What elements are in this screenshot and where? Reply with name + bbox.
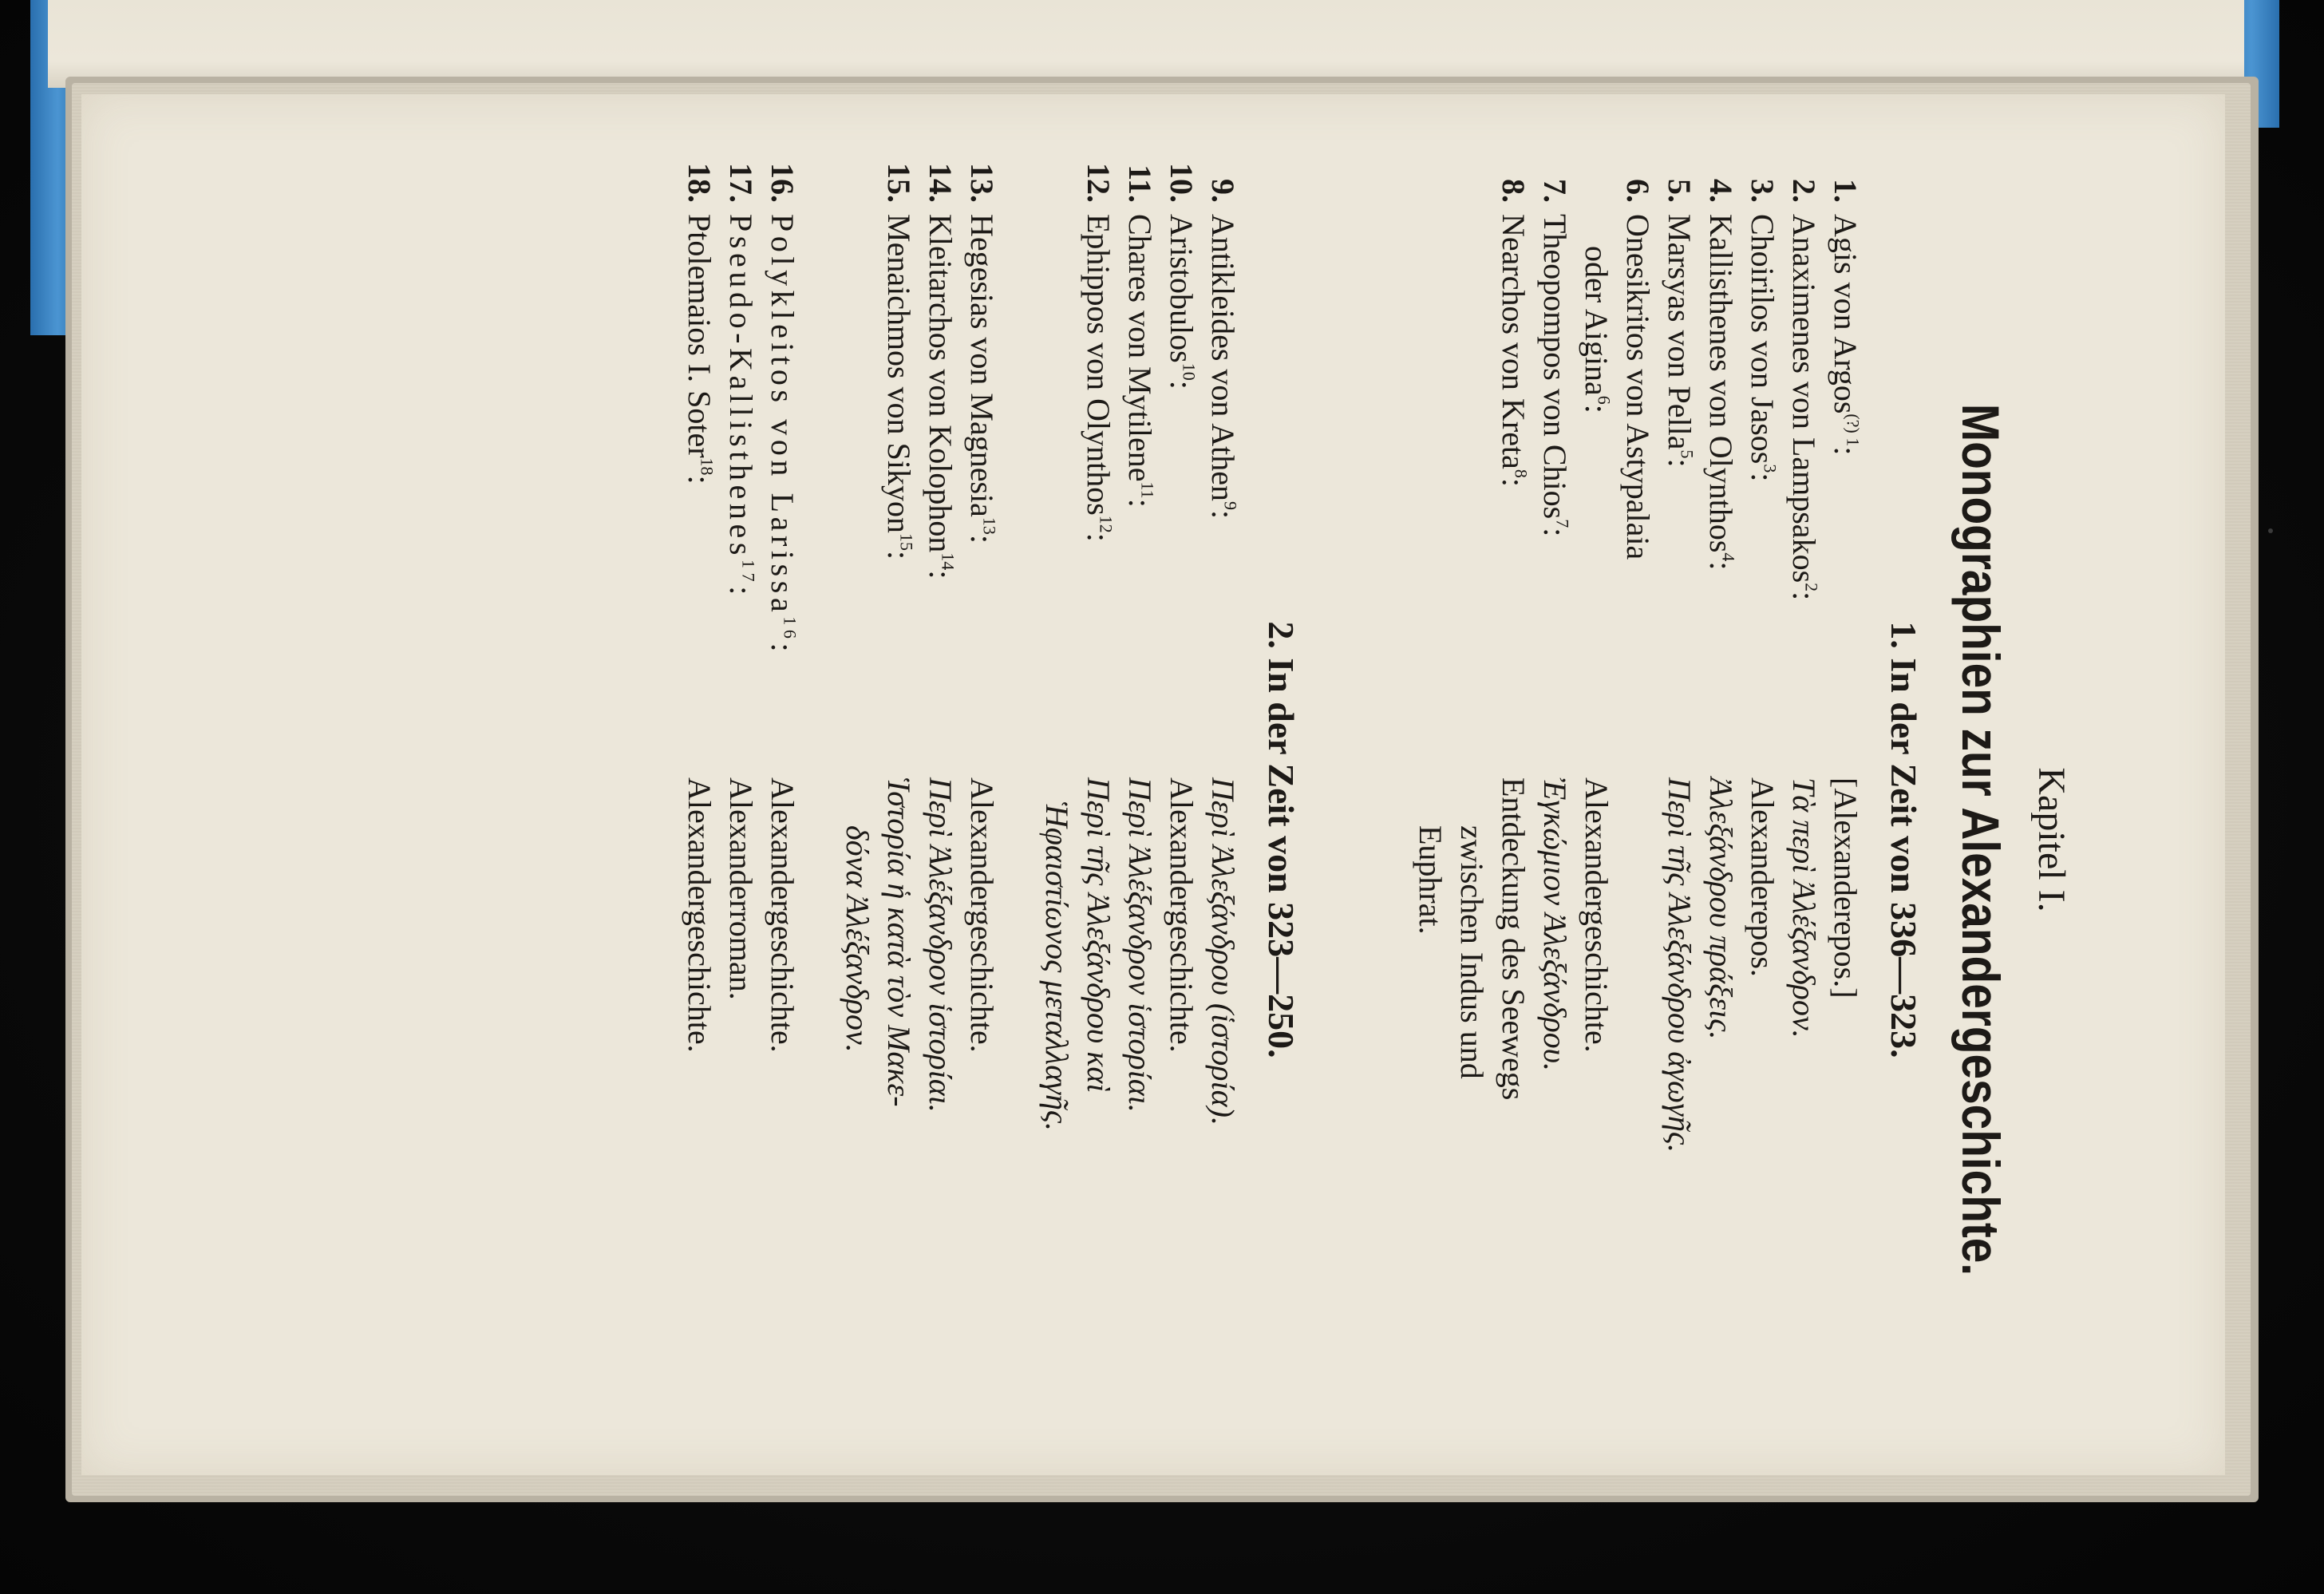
author-name: Kallisthenes von Olynthos$^4$:: [1703, 214, 1739, 571]
entry-number: 1.: [1828, 179, 1864, 203]
work-title: Ἱστορία ἡ κατὰ τὸν Μακε-: [881, 777, 917, 1107]
list-item: [836, 158, 919, 1521]
work-title: Alexandergeschichte.: [964, 777, 1000, 1053]
work-title: Alexandergeschichte.: [765, 777, 800, 1053]
footnote-marker: 17: [738, 560, 759, 587]
author-name: Ephippos von Olynthos$^{12}$:: [1081, 214, 1117, 542]
author-name: Nearchos von Kreta$^8$:: [1496, 214, 1532, 487]
section-2-list: [678, 158, 1243, 1521]
work-title: Περὶ Ἀλεξάνδρου (ἱστορία).: [1205, 777, 1241, 1125]
work-title: Περὶ τῆς Ἀλεξάνδρου καὶ: [1081, 777, 1117, 1093]
page-text: [337, 158, 2105, 1521]
work-title: Alexandergeschichte.: [682, 777, 717, 1053]
work-title: Περὶ Ἀλέξανδρον ἱστορίαι.: [923, 777, 958, 1113]
list-item: [1575, 158, 1658, 1521]
author-name: Polykleitos von Larissa$^{16}$:: [765, 214, 800, 657]
footnote-marker: 18: [697, 457, 717, 476]
work-title-continued: zwischen Indus und: [1454, 825, 1490, 1079]
entry-number: 15.: [881, 163, 917, 203]
list-item: [961, 158, 1002, 1521]
entry-number: 5.: [1662, 179, 1698, 203]
footnote-marker: 9: [1220, 500, 1241, 510]
work-title: Τὰ περὶ Ἀλέξανδρον.: [1786, 777, 1822, 1038]
page-title: Monographien zur Alexandergeschichte.: [1951, 403, 2010, 1276]
list-item: [1534, 158, 1575, 1521]
list-item: [1119, 158, 1160, 1521]
work-title: Alexandergeschichte.: [1164, 777, 1200, 1053]
dust-speck: [2268, 528, 2273, 533]
entry-number: 16.: [765, 163, 800, 203]
entry-number: 4.: [1703, 179, 1739, 203]
work-title-continued: δόνα Ἀλέξανδρον.: [840, 825, 875, 1053]
work-title: Alexanderroman.: [723, 777, 759, 1000]
entry-number: 2.: [1786, 179, 1822, 203]
footnote-marker: 10: [1179, 362, 1200, 381]
footnote-marker: 2: [1801, 583, 1822, 592]
footnote-marker: 3: [1760, 464, 1781, 473]
work-title: [Alexanderepos.]: [1828, 777, 1864, 999]
list-item: [1160, 158, 1202, 1521]
footnote-marker: 12: [1096, 515, 1117, 533]
entry-number: 9.: [1205, 179, 1241, 203]
section-heading-1: 1. In der Zeit von 336—323.: [1883, 621, 1924, 1058]
author-name: Kleitarchos von Kolophon$^{14}$:: [923, 214, 958, 579]
footnote-marker: 11: [1137, 481, 1158, 499]
author-name: Ptolemaios I. Soter$^{18}$:: [682, 214, 717, 485]
list-item: [1783, 158, 1824, 1521]
list-item: [1409, 158, 1534, 1521]
list-item: [678, 158, 720, 1521]
author-name-continued: oder Aigina$^6$:: [1579, 246, 1615, 413]
work-title: Alexandergeschichte.: [1579, 777, 1615, 1053]
footnote-marker: 16: [780, 616, 800, 643]
list-item: [761, 158, 803, 1521]
facing-page-edge: [48, 0, 2244, 88]
chapter-heading: Kapitel I.: [2030, 767, 2073, 912]
work-title: Περὶ Ἀλέξανδρον ἱστορίαι.: [1122, 777, 1158, 1113]
section-1-list: [1409, 158, 1866, 1521]
author-name: Anaximenes von Lampsakos$^2$:: [1786, 214, 1822, 601]
entry-number: 11.: [1122, 164, 1158, 203]
book-page: [81, 94, 2225, 1475]
list-item: [1741, 158, 1783, 1521]
author-name: Onesikritos von Astypalaia: [1620, 214, 1656, 560]
list-item: [1658, 158, 1700, 1521]
list-item: [720, 158, 761, 1521]
footnote-marker: 14: [938, 552, 958, 571]
footnote-marker: 4: [1718, 552, 1739, 562]
entry-number: 18.: [682, 163, 717, 203]
entry-number: 17.: [723, 163, 759, 203]
work-title: Alexanderepos.: [1745, 777, 1781, 977]
entry-number: 10.: [1164, 163, 1200, 203]
entry-number: 3.: [1745, 179, 1781, 203]
list-item: [1202, 158, 1243, 1521]
list-item: [1824, 158, 1866, 1521]
work-title-continued: Euphrat.: [1413, 825, 1449, 935]
section-heading-2: 2. In der Zeit von 323—250.: [1261, 621, 1302, 1058]
author-name: Theopompos von Chios$^7$:: [1537, 214, 1573, 537]
list-item: [1036, 158, 1119, 1521]
author-name: Marsyas von Pella$^5$:: [1662, 214, 1698, 468]
entry-number: 13.: [964, 163, 1000, 203]
author-name: Aristobulos$^{10}$:: [1164, 214, 1200, 390]
footnote-marker: 15: [896, 532, 917, 551]
work-title: Ἀλεξάνδρου πράξεις.: [1703, 777, 1739, 1040]
entry-number: 12.: [1081, 163, 1117, 203]
work-title: Ἐγκώμιον Ἀλεξάνδρου.: [1537, 777, 1573, 1072]
work-title: Περὶ τῆς Ἀλεξάνδρου ἀγωγῆς.: [1662, 777, 1698, 1153]
list-item: [919, 158, 961, 1521]
entry-number: 7.: [1537, 179, 1573, 203]
author-name: Antikleides von Athen$^9$:: [1205, 214, 1241, 520]
work-title: Entdeckung des Seewegs: [1496, 777, 1532, 1101]
footnote-marker: 13: [979, 516, 1000, 535]
author-name: Hegesias von Magnesia$^{13}$:: [964, 214, 1000, 544]
entry-number: 6.: [1620, 179, 1656, 203]
footnote-marker: 6: [1594, 395, 1615, 405]
entry-number: 14.: [923, 163, 958, 203]
author-name: Menaichmos von Sikyon$^{15}$:: [881, 214, 917, 560]
author-name: Agis von Argos$^{(?) 1}$:: [1828, 214, 1864, 456]
entry-number: 8.: [1496, 179, 1532, 203]
footnote-marker: 8: [1511, 469, 1532, 478]
author-name: Chares von Mytilene$^{11}$:: [1122, 214, 1158, 508]
footnote-marker: 7: [1552, 519, 1573, 528]
list-item: [1700, 158, 1741, 1521]
author-name: Pseudo-Kallisthenes$^{17}$:: [723, 214, 759, 599]
footnote-marker: (?) 1: [1843, 413, 1864, 447]
author-name: Choirilos von Jasos$^3$:: [1745, 214, 1781, 482]
footnote-marker: 5: [1677, 449, 1698, 459]
work-title-continued: Ἡφαιστίωνος μεταλλαγῆς.: [1039, 801, 1075, 1132]
